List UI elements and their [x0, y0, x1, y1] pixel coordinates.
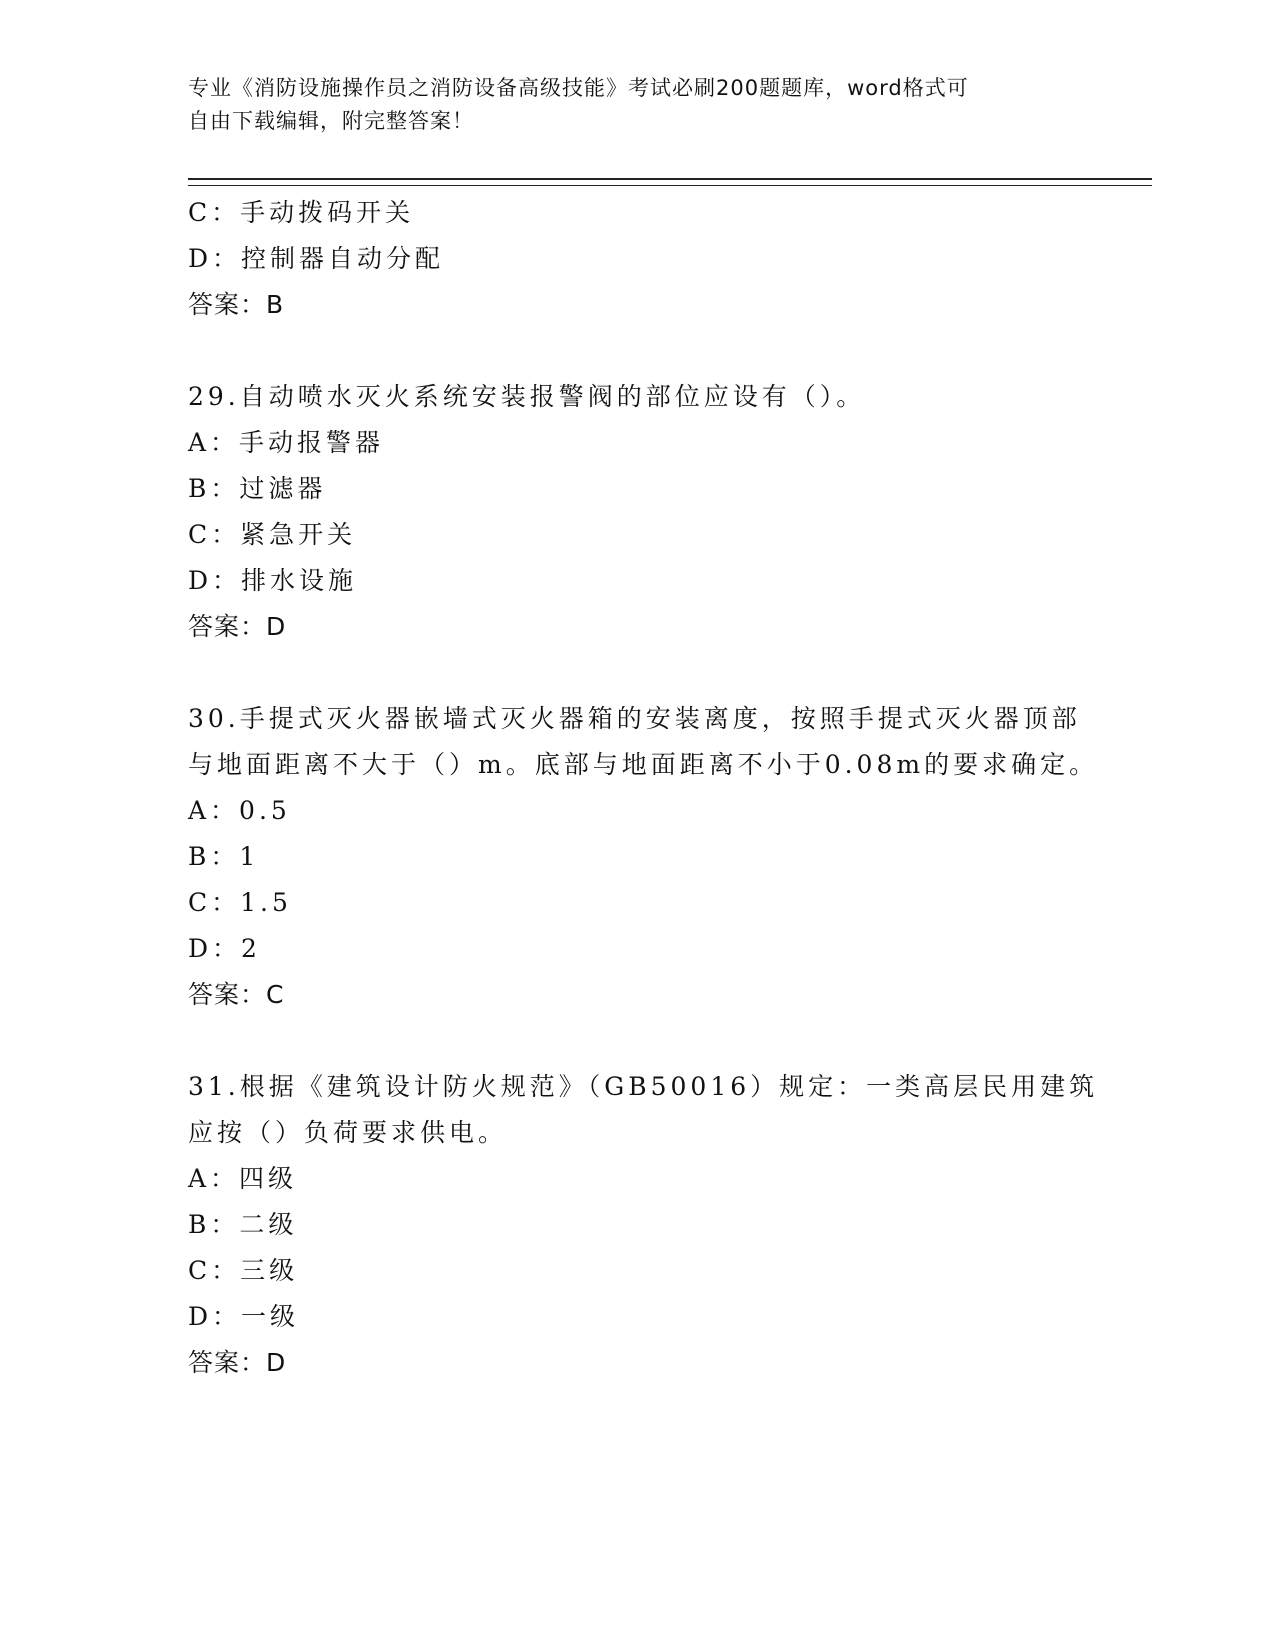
question-text-line-1: 31.根据《建筑设计防火规范》（GB50016）规定：一类高层民用建筑 — [188, 1072, 1099, 1101]
option-a: A：0.5 — [188, 796, 291, 825]
page-header — [188, 72, 1078, 138]
option-d: D：控制器自动分配 — [188, 244, 445, 273]
question-30 — [188, 696, 1099, 1018]
question-text-line-2: 应按（）负荷要求供电。 — [188, 1118, 508, 1147]
option-d: D：排水设施 — [188, 566, 358, 595]
header-line-1: 专业《消防设施操作员之消防设备高级技能》考试必刷200题题库，word格式可 — [188, 76, 969, 100]
option-a: A：四级 — [188, 1164, 298, 1193]
question-text-line-1: 30.手提式灭火器嵌墙式灭火器箱的安装离度，按照手提式灭火器顶部 — [188, 704, 1081, 733]
option-c: C：紧急开关 — [188, 520, 357, 549]
option-a: A：手动报警器 — [188, 428, 385, 457]
question-28 — [188, 190, 1088, 328]
question-text: 29.自动喷水灭火系统安装报警阀的部位应设有（）。 — [188, 382, 866, 411]
question-text-line-2: 与地面距离不大于（）m。底部与地面距离不小于0.08m的要求确定。 — [188, 750, 1099, 779]
option-c: C：三级 — [188, 1256, 299, 1285]
answer: 答案：D — [188, 612, 287, 641]
spacer — [188, 1018, 1088, 1064]
header-line-2: 自由下载编辑，附完整答案！ — [188, 109, 474, 133]
option-c: C：手动拨码开关 — [188, 198, 415, 227]
answer: 答案：D — [188, 1348, 287, 1377]
question-list — [188, 190, 1099, 1386]
option-b: B：二级 — [188, 1210, 298, 1239]
option-d: D：一级 — [188, 1302, 300, 1331]
spacer — [188, 328, 1088, 374]
option-d: D：2 — [188, 934, 261, 963]
question-31 — [188, 1064, 1099, 1386]
answer: 答案：C — [188, 980, 285, 1009]
spacer — [188, 650, 1088, 696]
answer: 答案：B — [188, 290, 285, 319]
header-divider — [188, 178, 1152, 186]
option-b: B：1 — [188, 842, 260, 871]
option-b: B：过滤器 — [188, 474, 327, 503]
option-c: C：1.5 — [188, 888, 292, 917]
question-29 — [188, 374, 1088, 650]
